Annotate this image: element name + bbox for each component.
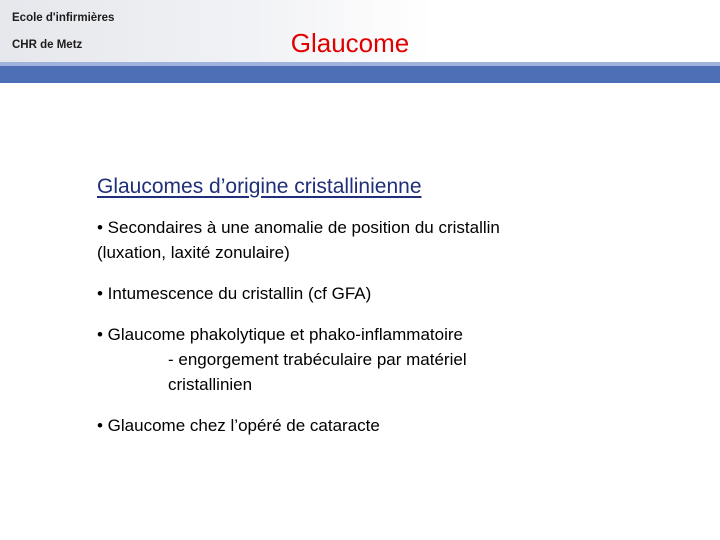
bullet-item xyxy=(97,413,657,438)
bullet-text: • Intumescence du cristallin (cf GFA) xyxy=(97,284,372,303)
section-heading: Glaucomes d’origine cristallinienne xyxy=(97,175,422,198)
bullet-text-continued: (luxation, laxité zonulaire) xyxy=(97,243,290,262)
slide-title: Glaucome xyxy=(290,28,410,58)
header xyxy=(0,0,720,85)
bullet-item xyxy=(97,322,657,397)
sub-bullet-text: - engorgement trabéculaire par matériel xyxy=(168,350,467,369)
sub-bullet-text-continued: cristallinien xyxy=(168,375,253,394)
school-name-line: Ecole d'infirmières xyxy=(12,12,115,24)
slide-content xyxy=(97,175,657,454)
bullet-text: • Glaucome chez l’opéré de cataracte xyxy=(97,416,380,435)
school-location-line: CHR de Metz xyxy=(12,39,83,51)
header-blue-band xyxy=(0,62,720,83)
bullet-text: • Glaucome phakolytique et phako-inflammatoire xyxy=(97,325,463,344)
bullet-text: • Secondaires à une anomalie de position du cristallin xyxy=(97,218,500,237)
bullet-item xyxy=(97,215,657,265)
bullet-item xyxy=(97,281,657,306)
